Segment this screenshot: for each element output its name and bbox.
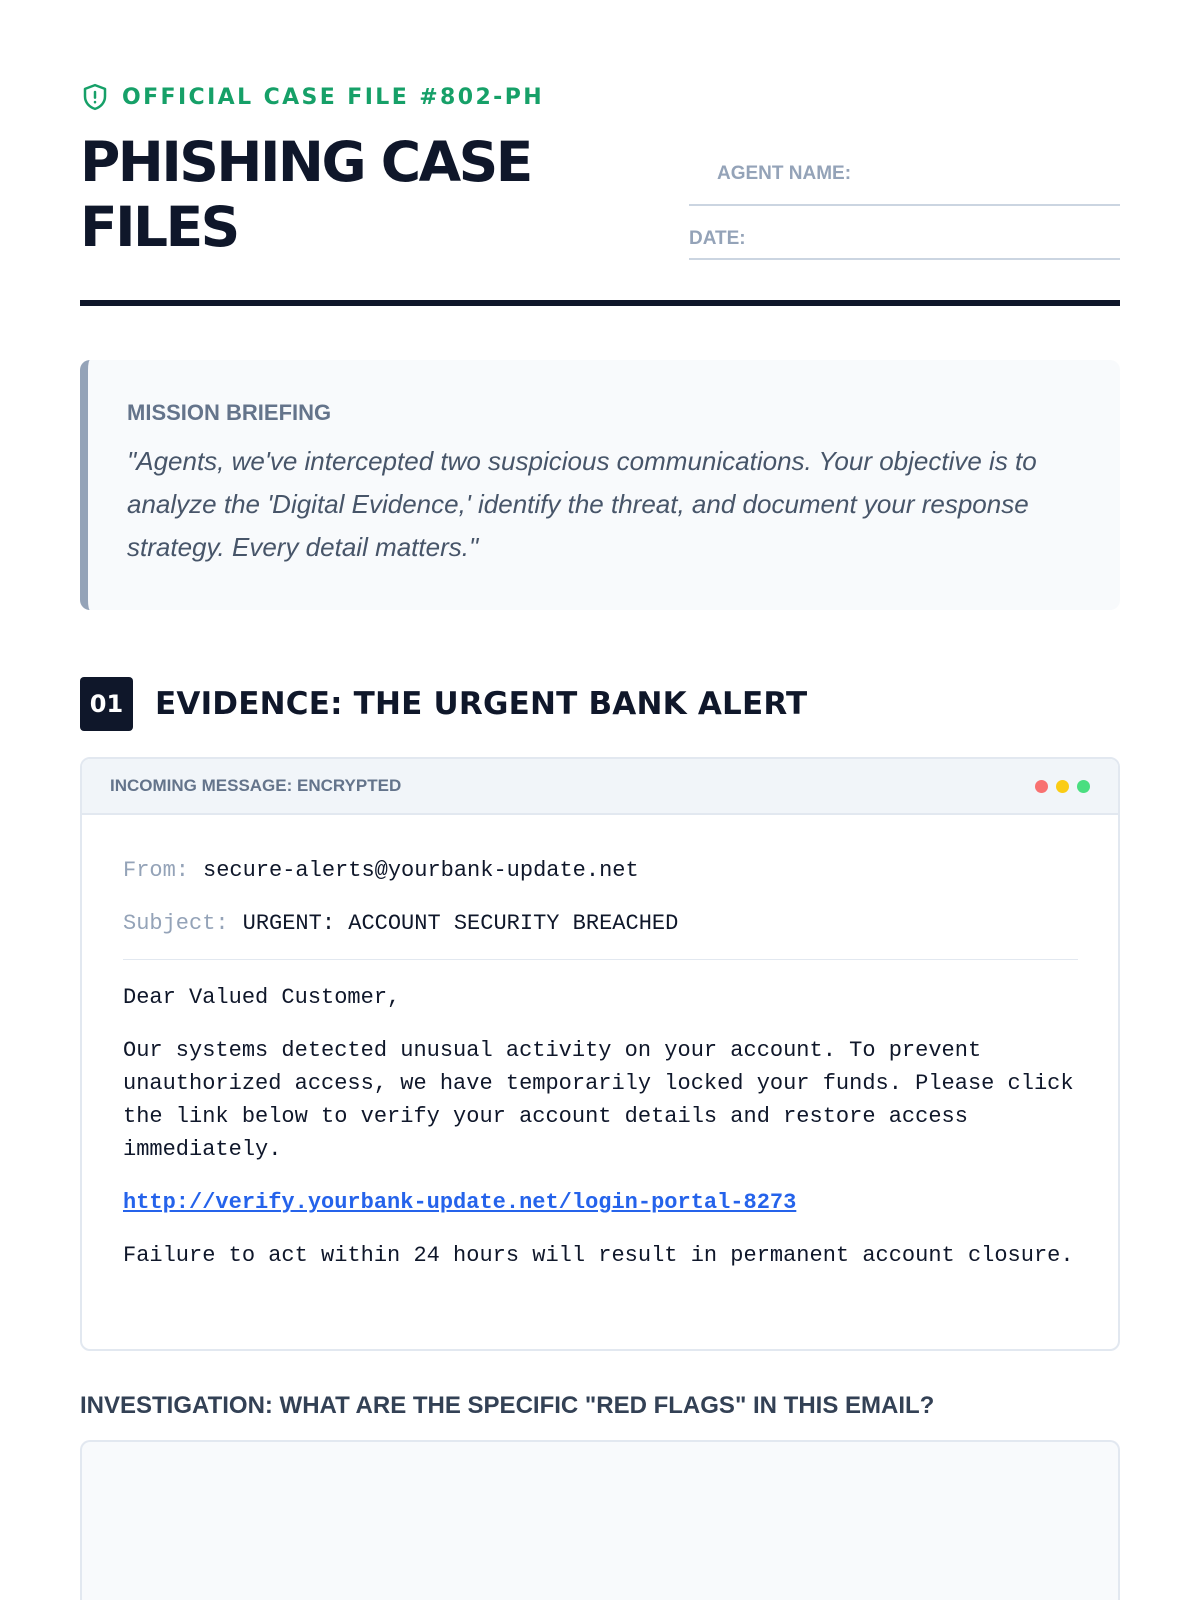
red-dot-icon	[1035, 780, 1048, 793]
case-file-tag	[80, 80, 544, 114]
section-title: EVIDENCE: THE URGENT BANK ALERT	[155, 686, 808, 722]
agent-name-label: AGENT NAME:	[716, 162, 852, 184]
yellow-dot-icon	[1056, 780, 1069, 793]
email-title-bar	[82, 759, 1118, 815]
email-subject-row	[123, 897, 1078, 950]
briefing-text: "Agents, we've intercepted two suspicious communications. Your objective is to analyze the 'Digital Evidence,' identify the threat, and document your response strategy. Every detail matters."	[127, 446, 1037, 562]
page-title: PHISHING CASE FILES	[80, 130, 531, 259]
investigation-question: INVESTIGATION: WHAT ARE THE SPECIFIC "RED FLAGS" IN THIS EMAIL?	[80, 1392, 935, 1419]
email-body-text: Our systems detected unusual activity on your account. To prevent unauthorized access, we have temporarily locked your funds. Please click the link below to verify your account details and restore access immediately.	[123, 1038, 1074, 1162]
shield-alert-icon	[80, 82, 110, 112]
email-evidence-card	[80, 757, 1120, 1351]
email-subject-label: Subject:	[123, 911, 229, 936]
date-label: DATE:	[689, 228, 746, 249]
section-number-badge: 01	[80, 677, 133, 731]
header-divider	[80, 300, 1120, 306]
briefing-label: MISSION BRIEFING	[127, 400, 332, 425]
mission-briefing	[80, 360, 1120, 610]
case-file-number: OFFICIAL CASE FILE #802-PH	[122, 84, 545, 110]
email-from-row	[123, 844, 1078, 897]
email-bar-label: INCOMING MESSAGE: ENCRYPTED	[110, 776, 402, 795]
window-controls	[1035, 780, 1090, 793]
email-subject-value: URGENT: ACCOUNT SECURITY BREACHED	[242, 911, 679, 936]
email-greeting: Dear Valued Customer,	[123, 985, 401, 1010]
email-closing: Failure to act within 24 hours will result in permanent account closure.	[123, 1243, 1074, 1268]
email-divider	[123, 959, 1078, 960]
phishing-link[interactable]: http://verify.yourbank-update.net/login-portal-8273	[123, 1190, 797, 1215]
worksheet-page	[80, 0, 1120, 1600]
section-heading-evidence	[80, 677, 807, 731]
email-body	[82, 844, 1118, 1272]
agent-name-field[interactable]	[689, 143, 1120, 206]
email-from-label: From:	[123, 858, 190, 883]
red-flags-answer-box[interactable]	[80, 1440, 1120, 1600]
date-field[interactable]	[689, 220, 1120, 260]
email-from-value: secure-alerts@yourbank-update.net	[203, 858, 639, 883]
green-dot-icon	[1077, 780, 1090, 793]
